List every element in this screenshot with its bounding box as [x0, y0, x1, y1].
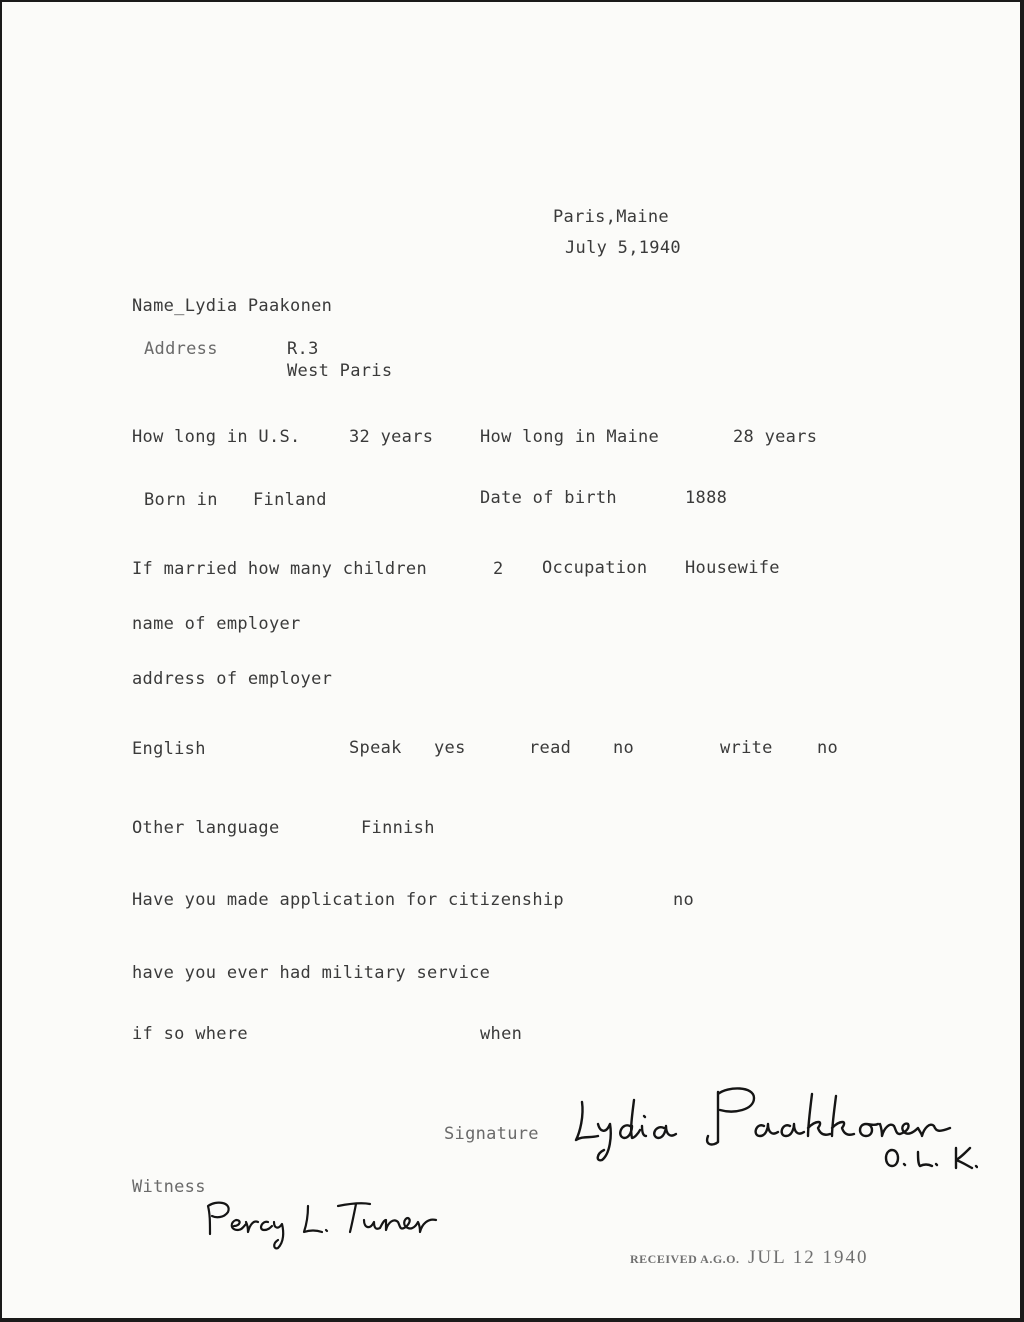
dob-label: Date of birth — [480, 488, 617, 508]
employer-name-label: name of employer — [132, 614, 301, 634]
write-value: no — [817, 738, 839, 758]
address-line1: R.3 — [287, 339, 319, 359]
header-date: July 5,1940 — [565, 238, 681, 258]
born-value: Finland — [253, 490, 327, 510]
applicant-signature — [568, 1080, 978, 1172]
stamp-date: JUL 12 1940 — [748, 1247, 869, 1268]
stamp-received: RECEIVED A.G.O. — [630, 1252, 740, 1266]
us-value: 32 years — [349, 427, 434, 447]
children-value: 2 — [493, 559, 504, 579]
name-label: Name_ — [132, 296, 185, 316]
name-line — [132, 298, 332, 315]
citizenship-value: no — [673, 890, 695, 910]
read-label: read — [529, 738, 572, 758]
witness-label: Witness — [132, 1177, 206, 1197]
name-value: Lydia Paakonen — [184, 296, 333, 316]
speak-value: yes — [434, 738, 466, 758]
where-label: if so where — [132, 1024, 248, 1044]
us-label: How long in U.S. — [132, 427, 301, 447]
children-label: If married how many children — [132, 559, 427, 579]
maine-label: How long in Maine — [480, 427, 660, 447]
occupation-label: Occupation — [542, 558, 648, 578]
read-value: no — [613, 738, 635, 758]
header-place: Paris,Maine — [553, 207, 669, 227]
write-label: write — [720, 738, 773, 758]
received-stamp — [630, 1247, 869, 1269]
document-page — [2, 2, 1020, 1318]
maine-value: 28 years — [733, 427, 818, 447]
born-label: Born in — [144, 490, 218, 510]
signature-label: Signature — [444, 1124, 539, 1144]
other-language-value: Finnish — [361, 818, 435, 838]
address-line2: West Paris — [287, 361, 393, 381]
military-label: have you ever had military service — [132, 963, 491, 983]
other-language-label: Other language — [132, 818, 280, 838]
employer-address-label: address of employer — [132, 669, 333, 689]
when-label: when — [480, 1024, 523, 1044]
address-label: Address — [144, 339, 218, 359]
occupation-value: Housewife — [685, 558, 780, 578]
witness-signature — [198, 1192, 448, 1252]
speak-label: Speak — [349, 738, 402, 758]
citizenship-label: Have you made application for citizenship — [132, 890, 564, 910]
english-label: English — [132, 739, 206, 759]
dob-value: 1888 — [685, 488, 728, 508]
